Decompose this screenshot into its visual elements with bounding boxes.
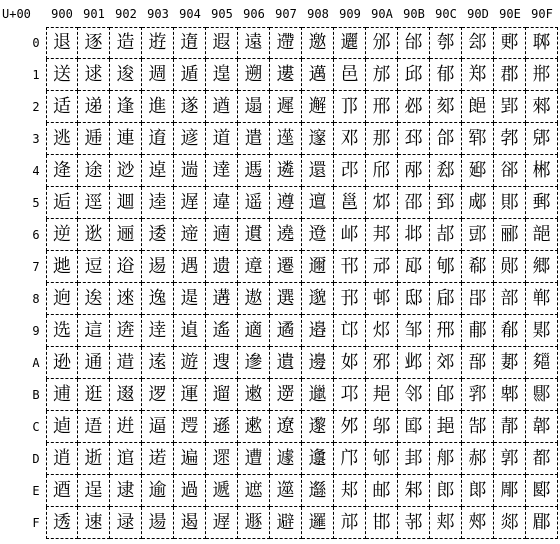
glyph-cell: 邬 <box>366 411 398 443</box>
glyph-cell: 郬 <box>494 411 526 443</box>
glyph-cell: 郟 <box>462 507 494 539</box>
column-header: 90B <box>403 7 425 21</box>
glyph-cell: 郐 <box>462 27 494 59</box>
glyph-cell: 郵 <box>526 187 558 219</box>
glyph-cell: 遢 <box>238 91 270 123</box>
glyph-cell: 達 <box>206 155 238 187</box>
glyph-cell: 郘 <box>462 283 494 315</box>
row-header: 8 <box>32 292 40 306</box>
glyph-cell: 郛 <box>462 379 494 411</box>
glyph-cell: 邅 <box>302 187 334 219</box>
glyph-cell: 郜 <box>462 411 494 443</box>
glyph-cell: 邯 <box>366 507 398 539</box>
glyph-cell: 遵 <box>270 187 302 219</box>
glyph-cell: 郍 <box>430 443 462 475</box>
glyph-cell: 逝 <box>78 443 110 475</box>
glyph-cell: 邴 <box>398 155 430 187</box>
glyph-cell: 過 <box>174 475 206 507</box>
glyph-cell: 郓 <box>462 123 494 155</box>
glyph-cell: 遨 <box>238 283 270 315</box>
glyph-cell: 遼 <box>270 411 302 443</box>
glyph-cell: 途 <box>78 155 110 187</box>
glyph-cell: 逳 <box>142 123 174 155</box>
glyph-cell: 部 <box>494 283 526 315</box>
glyph-cell: 週 <box>142 59 174 91</box>
glyph-cell: 邘 <box>334 283 366 315</box>
glyph-cell: 郫 <box>494 379 526 411</box>
glyph-cell: 遆 <box>174 219 206 251</box>
row-header: 5 <box>32 196 40 210</box>
row-header: 0 <box>32 36 40 50</box>
glyph-cell: 逫 <box>110 379 142 411</box>
row-header: B <box>32 388 40 402</box>
glyph-cell: 逩 <box>110 315 142 347</box>
glyph-cell: 邎 <box>302 475 334 507</box>
glyph-cell: 逪 <box>110 347 142 379</box>
glyph-cell: 逃 <box>46 123 78 155</box>
glyph-cell: 郺 <box>526 347 558 379</box>
column-header: 903 <box>147 7 169 21</box>
glyph-cell: 逆 <box>46 219 78 251</box>
glyph-cell: 遝 <box>206 443 238 475</box>
glyph-cell: 邟 <box>334 507 366 539</box>
glyph-cell: 郞 <box>462 475 494 507</box>
glyph-cell: 邑 <box>334 59 366 91</box>
glyph-cell: 郙 <box>462 315 494 347</box>
row-header: 2 <box>32 100 40 114</box>
column-header: 908 <box>307 7 329 21</box>
glyph-cell: 遦 <box>238 219 270 251</box>
glyph-cell: 邀 <box>302 27 334 59</box>
glyph-cell: 邿 <box>398 507 430 539</box>
glyph-cell: 造 <box>110 27 142 59</box>
glyph-cell: 邙 <box>334 315 366 347</box>
glyph-cell: 邌 <box>302 411 334 443</box>
glyph-cell: 那 <box>366 123 398 155</box>
glyph-cell: 逬 <box>110 411 142 443</box>
glyph-cell: 邝 <box>334 443 366 475</box>
glyph-cell: 邔 <box>334 155 366 187</box>
glyph-cell: 遊 <box>174 347 206 379</box>
glyph-cell: 邹 <box>398 315 430 347</box>
glyph-cell: 遏 <box>174 507 206 539</box>
glyph-cell: 逖 <box>78 219 110 251</box>
glyph-cell: 郡 <box>494 59 526 91</box>
glyph-cell: 遮 <box>238 475 270 507</box>
glyph-cell: 郢 <box>494 91 526 123</box>
glyph-cell: 逻 <box>142 379 174 411</box>
glyph-cell: 遱 <box>270 59 302 91</box>
glyph-cell: 遑 <box>206 59 238 91</box>
glyph-cell: 遶 <box>270 219 302 251</box>
glyph-cell: 逢 <box>110 91 142 123</box>
glyph-cell: 逼 <box>142 411 174 443</box>
glyph-cell: 遽 <box>270 443 302 475</box>
glyph-cell: 避 <box>270 507 302 539</box>
glyph-cell: 逈 <box>46 283 78 315</box>
glyph-cell: 遳 <box>270 123 302 155</box>
glyph-cell: 逛 <box>78 379 110 411</box>
glyph-cell: 送 <box>46 59 78 91</box>
glyph-cell: 郱 <box>526 59 558 91</box>
glyph-cell: 遥 <box>238 187 270 219</box>
glyph-cell: 郯 <box>494 507 526 539</box>
glyph-cell: 邠 <box>366 27 398 59</box>
glyph-cell: 逦 <box>110 219 142 251</box>
glyph-cell: 郀 <box>430 27 462 59</box>
glyph-cell: 遫 <box>238 379 270 411</box>
glyph-cell: 邶 <box>398 219 430 251</box>
glyph-cell: 遴 <box>270 155 302 187</box>
glyph-cell: 遄 <box>174 155 206 187</box>
glyph-cell: 遗 <box>206 251 238 283</box>
glyph-cell: 郇 <box>430 251 462 283</box>
glyph-cell: 郤 <box>494 155 526 187</box>
glyph-cell: 邚 <box>334 347 366 379</box>
glyph-cell: 郾 <box>526 475 558 507</box>
glyph-cell: 遲 <box>270 91 302 123</box>
glyph-cell: 遅 <box>174 187 206 219</box>
glyph-cell: 递 <box>78 91 110 123</box>
glyph-cell: 逍 <box>46 443 78 475</box>
glyph-cell: 郦 <box>494 219 526 251</box>
glyph-cell: 逵 <box>142 187 174 219</box>
glyph-cell: 逡 <box>110 59 142 91</box>
glyph-cell: 郉 <box>430 315 462 347</box>
glyph-cell: 遖 <box>206 219 238 251</box>
glyph-cell: 遁 <box>174 59 206 91</box>
glyph-cell: 逽 <box>142 443 174 475</box>
glyph-cell: 逰 <box>142 27 174 59</box>
glyph-cell: 选 <box>46 315 78 347</box>
glyph-cell: 郻 <box>526 379 558 411</box>
glyph-cell: 遌 <box>174 411 206 443</box>
glyph-cell: 逗 <box>78 251 110 283</box>
column-header: 909 <box>339 7 361 21</box>
glyph-cell: 邳 <box>398 123 430 155</box>
glyph-cell: 邏 <box>302 507 334 539</box>
glyph-cell: 逾 <box>142 475 174 507</box>
glyph-cell: 邗 <box>334 251 366 283</box>
glyph-cell: 邓 <box>334 123 366 155</box>
glyph-cell: 邲 <box>398 91 430 123</box>
glyph-cell: 邋 <box>302 379 334 411</box>
glyph-cell: 遬 <box>238 411 270 443</box>
glyph-cell: 邫 <box>366 379 398 411</box>
glyph-cell: 速 <box>78 507 110 539</box>
glyph-cell: 郳 <box>526 123 558 155</box>
glyph-cell: 邱 <box>398 59 430 91</box>
glyph-cell: 郆 <box>430 219 462 251</box>
glyph-cell: 郚 <box>462 347 494 379</box>
column-header: 90E <box>499 7 521 21</box>
glyph-cell: 遻 <box>270 379 302 411</box>
glyph-cell: 郖 <box>462 219 494 251</box>
glyph-cell: 逯 <box>110 507 142 539</box>
glyph-cell: 郃 <box>430 123 462 155</box>
glyph-cell: 郿 <box>526 507 558 539</box>
glyph-cell: 逕 <box>78 187 110 219</box>
glyph-cell: 逴 <box>142 155 174 187</box>
glyph-cell: 遧 <box>238 251 270 283</box>
glyph-cell: 邃 <box>302 123 334 155</box>
glyph-cell: 邮 <box>366 475 398 507</box>
column-header: 906 <box>243 7 265 21</box>
glyph-cell: 郂 <box>430 91 462 123</box>
glyph-cell: 邖 <box>334 219 366 251</box>
glyph-cell: 适 <box>46 91 78 123</box>
glyph-cell: 邞 <box>334 475 366 507</box>
glyph-cell: 郗 <box>462 251 494 283</box>
glyph-cell: 邼 <box>398 411 430 443</box>
row-header: 9 <box>32 324 40 338</box>
glyph-cell: 逸 <box>142 283 174 315</box>
glyph-cell: 逧 <box>110 251 142 283</box>
glyph-cell: 遷 <box>270 251 302 283</box>
glyph-cell: 邸 <box>398 283 430 315</box>
glyph-cell: 郧 <box>494 251 526 283</box>
glyph-cell: 違 <box>206 187 238 219</box>
glyph-cell: 郑 <box>462 59 494 91</box>
glyph-cell: 邁 <box>302 59 334 91</box>
glyph-cell: 逇 <box>46 251 78 283</box>
glyph-cell: 遇 <box>174 251 206 283</box>
glyph-cell: 退 <box>46 27 78 59</box>
column-header: 901 <box>83 7 105 21</box>
glyph-cell: 郣 <box>494 123 526 155</box>
glyph-cell: 遯 <box>238 507 270 539</box>
glyph-cell: 邇 <box>302 251 334 283</box>
glyph-cell: 郥 <box>494 187 526 219</box>
glyph-cell: 逌 <box>46 411 78 443</box>
glyph-cell: 邾 <box>398 475 430 507</box>
column-header: 900 <box>51 7 73 21</box>
column-header: 90F <box>531 7 553 21</box>
glyph-cell: 遍 <box>174 443 206 475</box>
glyph-cell: 遐 <box>206 27 238 59</box>
glyph-cell: 邐 <box>334 27 366 59</box>
glyph-cell: 選 <box>270 283 302 315</box>
glyph-cell: 郅 <box>430 187 462 219</box>
glyph-cell: 適 <box>238 315 270 347</box>
glyph-cell: 邆 <box>302 219 334 251</box>
row-header: 3 <box>32 132 40 146</box>
glyph-cell: 遈 <box>174 283 206 315</box>
glyph-cell: 邒 <box>334 91 366 123</box>
row-header: F <box>32 516 40 530</box>
row-header: 4 <box>32 164 40 178</box>
table-title: U+00 <box>2 7 31 21</box>
glyph-cell: 逨 <box>110 283 142 315</box>
glyph-cell: 郹 <box>526 315 558 347</box>
glyph-cell: 遪 <box>238 347 270 379</box>
column-header: 90A <box>371 7 393 21</box>
glyph-cell: 逺 <box>142 347 174 379</box>
glyph-cell: 郁 <box>430 59 462 91</box>
glyph-cell: 逑 <box>78 59 110 91</box>
glyph-cell: 郼 <box>526 411 558 443</box>
glyph-cell: 邛 <box>334 379 366 411</box>
glyph-cell: 逜 <box>78 411 110 443</box>
glyph-cell: 遘 <box>206 283 238 315</box>
column-header: 905 <box>211 7 233 21</box>
glyph-cell: 郭 <box>494 443 526 475</box>
glyph-cell: 邷 <box>398 251 430 283</box>
glyph-cell: 郰 <box>526 27 558 59</box>
glyph-cell: 邨 <box>366 283 398 315</box>
glyph-cell: 遙 <box>206 315 238 347</box>
row-header: 7 <box>32 260 40 274</box>
glyph-cell: 邤 <box>366 155 398 187</box>
glyph-cell: 逐 <box>78 27 110 59</box>
glyph-cell: 連 <box>110 123 142 155</box>
glyph-cell: 郲 <box>526 91 558 123</box>
glyph-cell: 郏 <box>430 507 462 539</box>
glyph-cell: 邢 <box>366 91 398 123</box>
glyph-cell: 郊 <box>430 347 462 379</box>
glyph-cell: 邥 <box>366 187 398 219</box>
glyph-cell: 遉 <box>174 315 206 347</box>
glyph-cell: 逮 <box>110 475 142 507</box>
glyph-cell: 郴 <box>526 155 558 187</box>
glyph-cell: 遒 <box>206 91 238 123</box>
glyph-cell: 邊 <box>302 347 334 379</box>
glyph-cell: 邺 <box>398 347 430 379</box>
glyph-cell: 運 <box>174 379 206 411</box>
glyph-cell: 邽 <box>398 443 430 475</box>
glyph-cell: 邧 <box>366 251 398 283</box>
glyph-cell: 邂 <box>302 91 334 123</box>
glyph-cell: 逎 <box>46 475 78 507</box>
glyph-cell: 逶 <box>142 219 174 251</box>
glyph-cell: 通 <box>78 347 110 379</box>
glyph-cell: 邦 <box>366 219 398 251</box>
glyph-cell: 逿 <box>142 507 174 539</box>
glyph-cell: 遡 <box>238 59 270 91</box>
glyph-cell: 邍 <box>302 443 334 475</box>
glyph-cell: 郪 <box>494 347 526 379</box>
glyph-cell: 郋 <box>430 379 462 411</box>
column-header: 907 <box>275 7 297 21</box>
glyph-cell: 遞 <box>206 475 238 507</box>
glyph-cell: 遣 <box>238 123 270 155</box>
glyph-cell: 郶 <box>526 219 558 251</box>
glyph-cell: 逄 <box>46 155 78 187</box>
glyph-cell: 郌 <box>430 411 462 443</box>
glyph-cell: 逊 <box>46 347 78 379</box>
glyph-cell: 邪 <box>366 347 398 379</box>
glyph-cell: 郒 <box>462 91 494 123</box>
glyph-cell: 邉 <box>302 315 334 347</box>
glyph-cell: 遛 <box>206 379 238 411</box>
glyph-cell: 遺 <box>270 347 302 379</box>
glyph-cell: 遂 <box>174 91 206 123</box>
glyph-cell: 郈 <box>430 283 462 315</box>
glyph-cell: 郮 <box>494 475 526 507</box>
glyph-cell: 郷 <box>526 251 558 283</box>
glyph-cell: 遚 <box>206 347 238 379</box>
glyph-cell: 郝 <box>462 443 494 475</box>
row-header: C <box>32 420 40 434</box>
glyph-cell: 邻 <box>398 379 430 411</box>
glyph-cell: 邩 <box>366 315 398 347</box>
glyph-cell: 遃 <box>174 123 206 155</box>
glyph-cell: 邈 <box>302 283 334 315</box>
glyph-cell: 遠 <box>238 27 270 59</box>
glyph-cell: 透 <box>46 507 78 539</box>
column-header: 904 <box>179 7 201 21</box>
column-header: 90C <box>435 7 457 21</box>
row-header: A <box>32 356 40 370</box>
glyph-cell: 邜 <box>334 411 366 443</box>
glyph-cell: 郕 <box>462 187 494 219</box>
glyph-cell: 郔 <box>462 155 494 187</box>
row-header: 6 <box>32 228 40 242</box>
glyph-cell: 這 <box>78 315 110 347</box>
glyph-cell: 逷 <box>142 251 174 283</box>
row-header: E <box>32 484 40 498</box>
glyph-cell: 遭 <box>238 443 270 475</box>
column-header: 90D <box>467 7 489 21</box>
glyph-cell: 逥 <box>110 187 142 219</box>
glyph-cell: 都 <box>526 443 558 475</box>
glyph-cell: 遹 <box>270 315 302 347</box>
glyph-cell: 郠 <box>494 27 526 59</box>
glyph-cell: 遾 <box>270 475 302 507</box>
glyph-cell: 進 <box>142 91 174 123</box>
glyph-cell: 逅 <box>46 187 78 219</box>
glyph-cell: 邵 <box>398 187 430 219</box>
glyph-cell: 郩 <box>494 315 526 347</box>
glyph-cell: 郎 <box>430 475 462 507</box>
glyph-cell: 遰 <box>270 27 302 59</box>
glyph-cell: 邡 <box>366 59 398 91</box>
glyph-cell: 逘 <box>78 283 110 315</box>
glyph-cell: 逞 <box>78 475 110 507</box>
glyph-cell: 道 <box>206 123 238 155</box>
glyph-cell: 遟 <box>206 507 238 539</box>
column-header: 902 <box>115 7 137 21</box>
glyph-cell: 逋 <box>46 379 78 411</box>
glyph-cell: 逤 <box>110 155 142 187</box>
glyph-cell: 遤 <box>238 155 270 187</box>
glyph-cell: 逹 <box>142 315 174 347</box>
glyph-cell: 逓 <box>78 123 110 155</box>
glyph-cell: 邭 <box>366 443 398 475</box>
glyph-cell: 郄 <box>430 155 462 187</box>
glyph-cell: 邰 <box>398 27 430 59</box>
glyph-cell: 還 <box>302 155 334 187</box>
glyph-cell: 遜 <box>206 411 238 443</box>
glyph-cell: 遀 <box>174 27 206 59</box>
row-header: D <box>32 452 40 466</box>
glyph-cell: 逭 <box>110 443 142 475</box>
glyph-cell: 邕 <box>334 187 366 219</box>
row-header: 1 <box>32 68 40 82</box>
glyph-cell: 郸 <box>526 283 558 315</box>
